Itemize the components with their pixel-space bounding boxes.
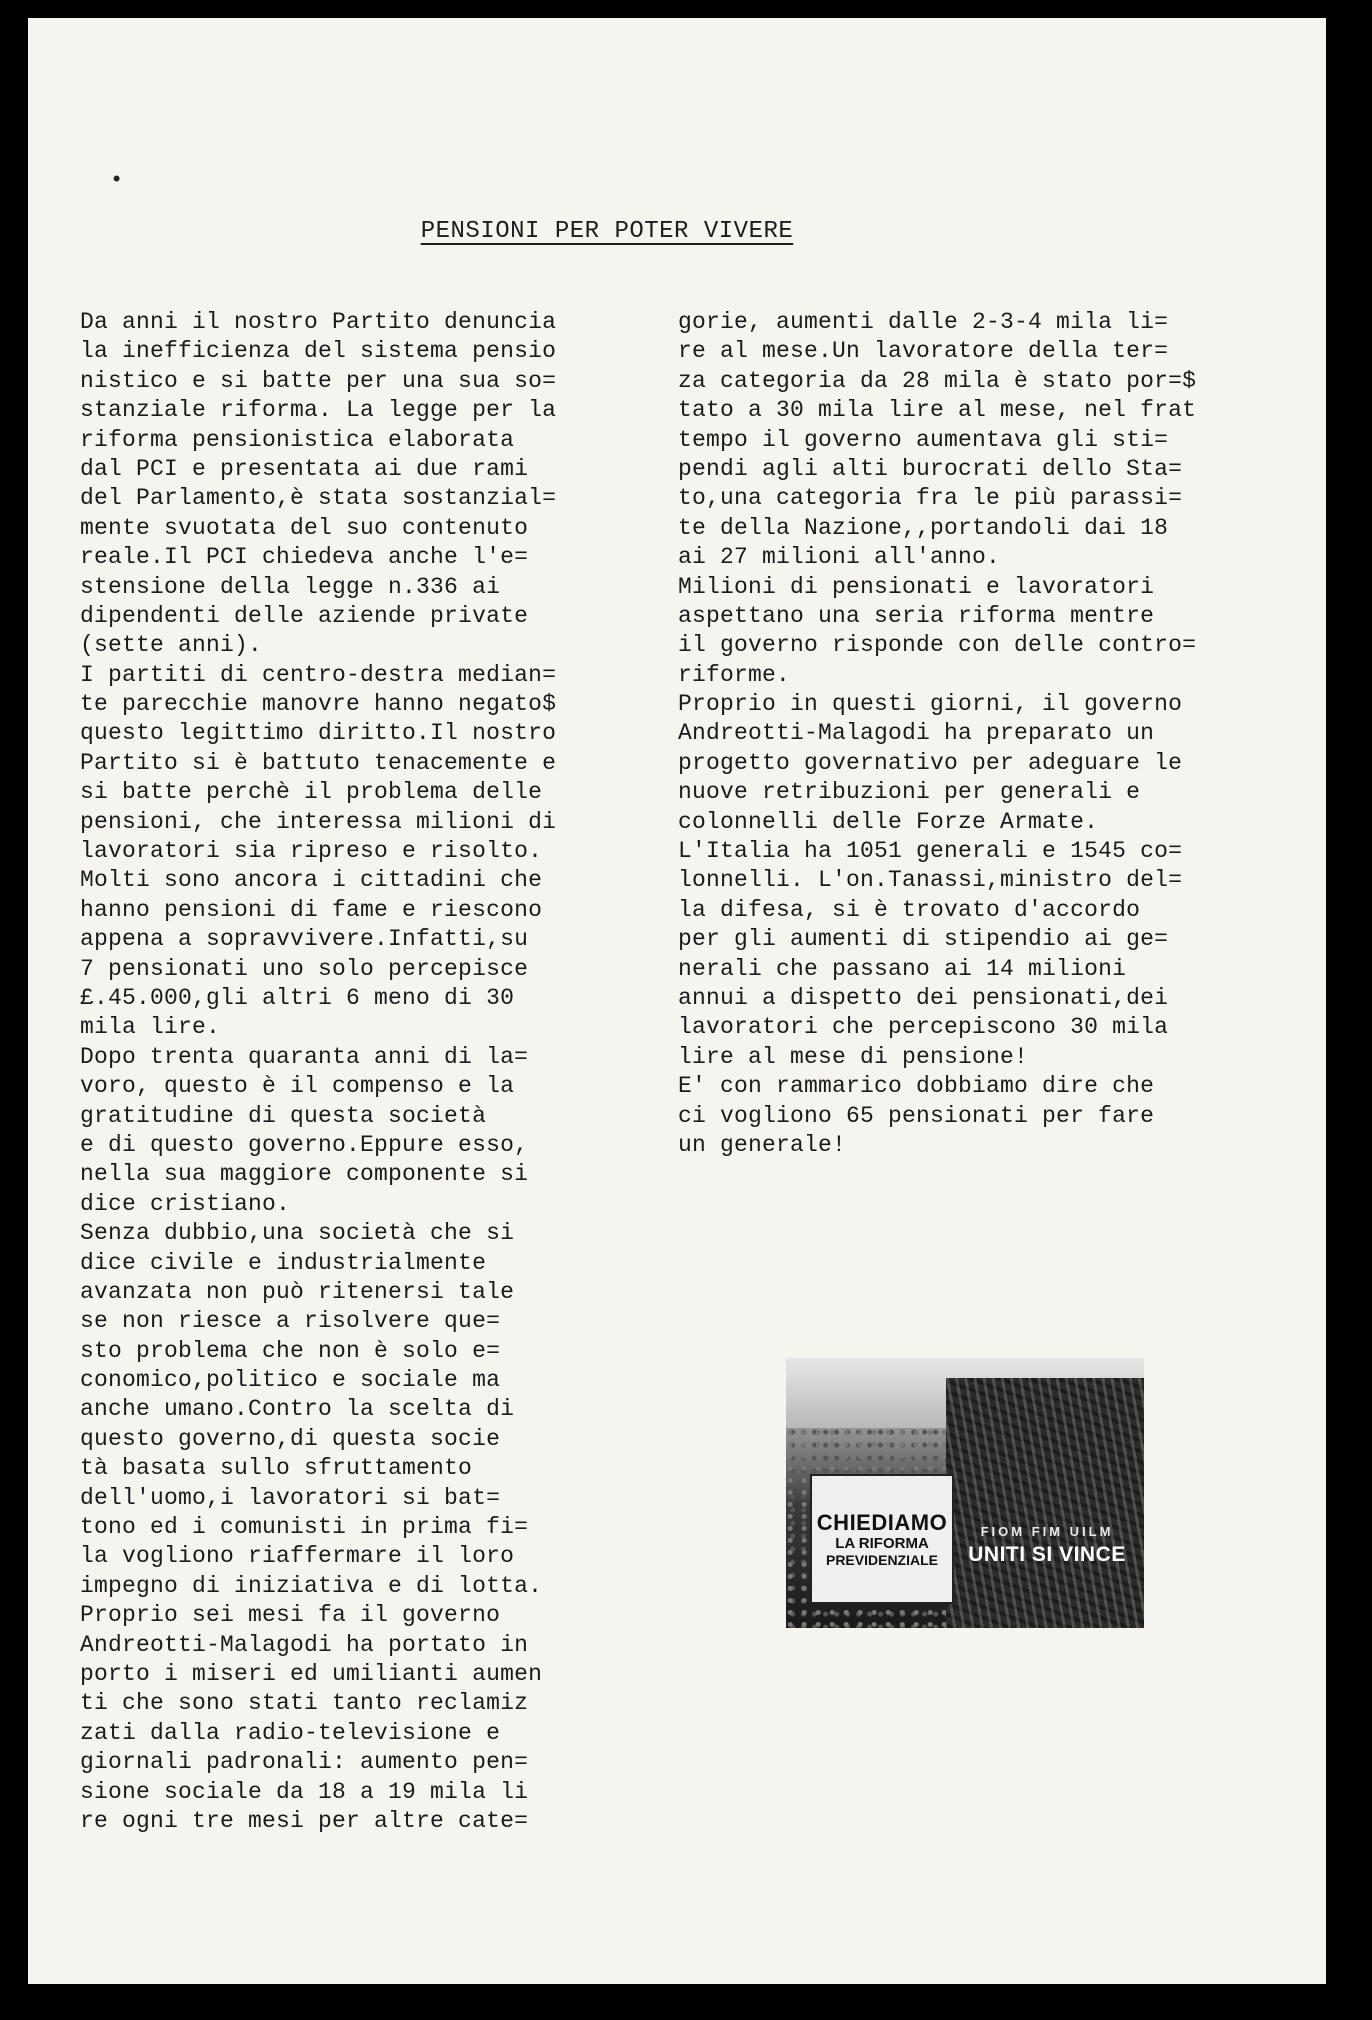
text-line: colonnelli delle Forze Armate. [678,808,1099,835]
text-line: gratitudine di questa società [80,1102,487,1129]
left-text-column [80,308,640,1836]
text-line: Senza dubbio,una società che si [80,1220,515,1247]
banner-slogan: UNITI SI VINCE [968,1543,1126,1566]
text-line: progetto governativo per adeguare le [678,749,1183,776]
text-line: Partito si è battuto tenacemente e [80,749,557,776]
text-line: tato a 30 mila lire al mese, nel frat [678,397,1197,424]
text-line: dal PCI e presentata ai due rami [80,455,529,482]
text-line: (sette anni). [80,632,263,659]
text-line: dipendenti delle aziende private [80,602,529,629]
banner-unions: FIOM FIM UILM [980,1524,1114,1539]
text-line: hanno pensioni di fame e riescono [80,896,543,923]
text-line: Da anni il nostro Partito denuncia [80,309,557,335]
text-line: avanzata non può ritenersi tale [80,1278,515,1305]
text-line: L'Italia ha 1051 generali e 1545 co= [678,838,1183,865]
text-line: tono ed i comunisti in prima fi= [80,1514,529,1541]
document-title: PENSIONI PER POTER VIVERE [420,218,794,245]
text-line: mila lire. [80,1014,221,1041]
text-line: 7 pensionati uno solo percepisce [80,955,529,982]
document-page [28,18,1326,1984]
text-line: za categoria da 28 mila è stato por=$ [678,367,1197,394]
text-line: £.45.000,gli altri 6 meno di 30 [80,984,515,1011]
text-line: Dopo trenta quaranta anni di la= [80,1043,529,1070]
text-line: riforma pensionistica elaborata [80,426,515,453]
text-line: conomico,politico e sociale ma [80,1367,501,1394]
text-line: appena a sopravvivere.Infatti,su [80,926,529,953]
text-line: sione sociale da 18 a 19 mila li [80,1778,529,1805]
text-line: un generale! [678,1131,847,1158]
text-line: lavoratori che percepiscono 30 mila [678,1014,1169,1041]
text-line: ti che sono stati tanto reclamiz [80,1690,529,1717]
text-line: nuove retribuzioni per generali e [678,779,1141,806]
text-line: Proprio in questi giorni, il governo [678,691,1183,718]
banner-line: LA RIFORMA [835,1534,929,1552]
text-line: dice civile e industrialmente [80,1249,487,1276]
text-line: del Parlamento,è stata sostanzial= [80,485,557,512]
text-line: lavoratori sia ripreso e risolto. [80,838,543,865]
text-line: impegno di iniziativa e di lotta. [80,1572,543,1599]
text-line: gorie, aumenti dalle 2-3-4 mila li= [678,309,1169,335]
text-line: re al mese.Un lavoratore della ter= [678,338,1169,365]
protest-banner-left [810,1474,954,1604]
text-line: nella sua maggiore componente si [80,1161,529,1188]
text-line: giornali padronali: aumento pen= [80,1749,529,1776]
stray-mark: • [110,168,124,193]
text-line: il governo risponde con delle contro= [678,632,1197,659]
text-line: anche umano.Contro la scelta di [80,1396,515,1423]
text-line: sto problema che non è solo e= [80,1337,501,1364]
text-line: ci vogliono 65 pensionati per fare [678,1102,1155,1129]
text-line: riforme. [678,661,791,688]
text-line: E' con rammarico dobbiamo dire che [678,1073,1155,1100]
text-line: la inefficienza del sistema pensio [80,338,557,365]
text-line: nistico e si batte per una sua so= [80,367,557,394]
text-line: porto i miseri ed umilianti aumen [80,1660,543,1687]
text-line: nerali che passano ai 14 milioni [678,955,1127,982]
text-line: Milioni di pensionati e lavoratori [678,573,1155,600]
text-line: lonnelli. L'on.Tanassi,ministro del= [678,867,1183,894]
text-line: se non riesce a risolvere que= [80,1308,501,1335]
text-line: tempo il governo aumentava gli sti= [678,426,1169,453]
text-line: pensioni, che interessa milioni di [80,808,557,835]
text-line: Proprio sei mesi fa il governo [80,1602,501,1629]
text-line: e di questo governo.Eppure esso, [80,1131,529,1158]
text-line: per gli aumenti di stipendio ai ge= [678,926,1169,953]
text-line: I partiti di centro-destra median= [80,661,557,688]
text-line: re ogni tre mesi per altre cate= [80,1807,529,1834]
banner-line: CHIEDIAMO [816,1509,948,1535]
text-line: annui a dispetto dei pensionati,dei [678,984,1169,1011]
text-line: dell'uomo,i lavoratori si bat= [80,1484,501,1511]
text-line: aspettano una seria riforma mentre [678,602,1155,629]
text-line: reale.Il PCI chiedeva anche l'e= [80,544,529,571]
text-line: stensione della legge n.336 ai [80,573,501,600]
text-line: te parecchie manovre hanno negato$ [80,691,557,718]
text-line: stanziale riforma. La legge per la [80,397,557,424]
text-line: questo legittimo diritto.Il nostro [80,720,557,747]
right-text-column [678,308,1258,1160]
text-line: Andreotti-Malagodi ha preparato un [678,720,1155,747]
protest-banner-right [964,1524,1130,1586]
text-line: si batte perchè il problema delle [80,779,543,806]
text-line: lire al mese di pensione! [678,1043,1029,1070]
protest-photo [786,1358,1144,1628]
text-line: zati dalla radio-televisione e [80,1719,501,1746]
text-line: ai 27 milioni all'anno. [678,544,1001,571]
text-line: Andreotti-Malagodi ha portato in [80,1631,529,1658]
text-line: mente svuotata del suo contenuto [80,514,529,541]
text-line: te della Nazione,,portandoli dai 18 [678,514,1169,541]
text-line: la vogliono riaffermare il loro [80,1543,515,1570]
banner-line: PREVIDENZIALE [825,1552,938,1569]
text-line: dice cristiano. [80,1190,291,1217]
text-line: to,una categoria fra le più parassi= [678,485,1183,512]
text-line: Molti sono ancora i cittadini che [80,867,543,894]
text-line: la difesa, si è trovato d'accordo [678,896,1141,923]
photo-crowd [946,1378,1144,1628]
text-line: questo governo,di questa socie [80,1425,501,1452]
text-line: pendi agli alti burocrati dello Sta= [678,455,1183,482]
text-line: voro, questo è il compenso e la [80,1073,515,1100]
text-line: tà basata sullo sfruttamento [80,1455,473,1482]
